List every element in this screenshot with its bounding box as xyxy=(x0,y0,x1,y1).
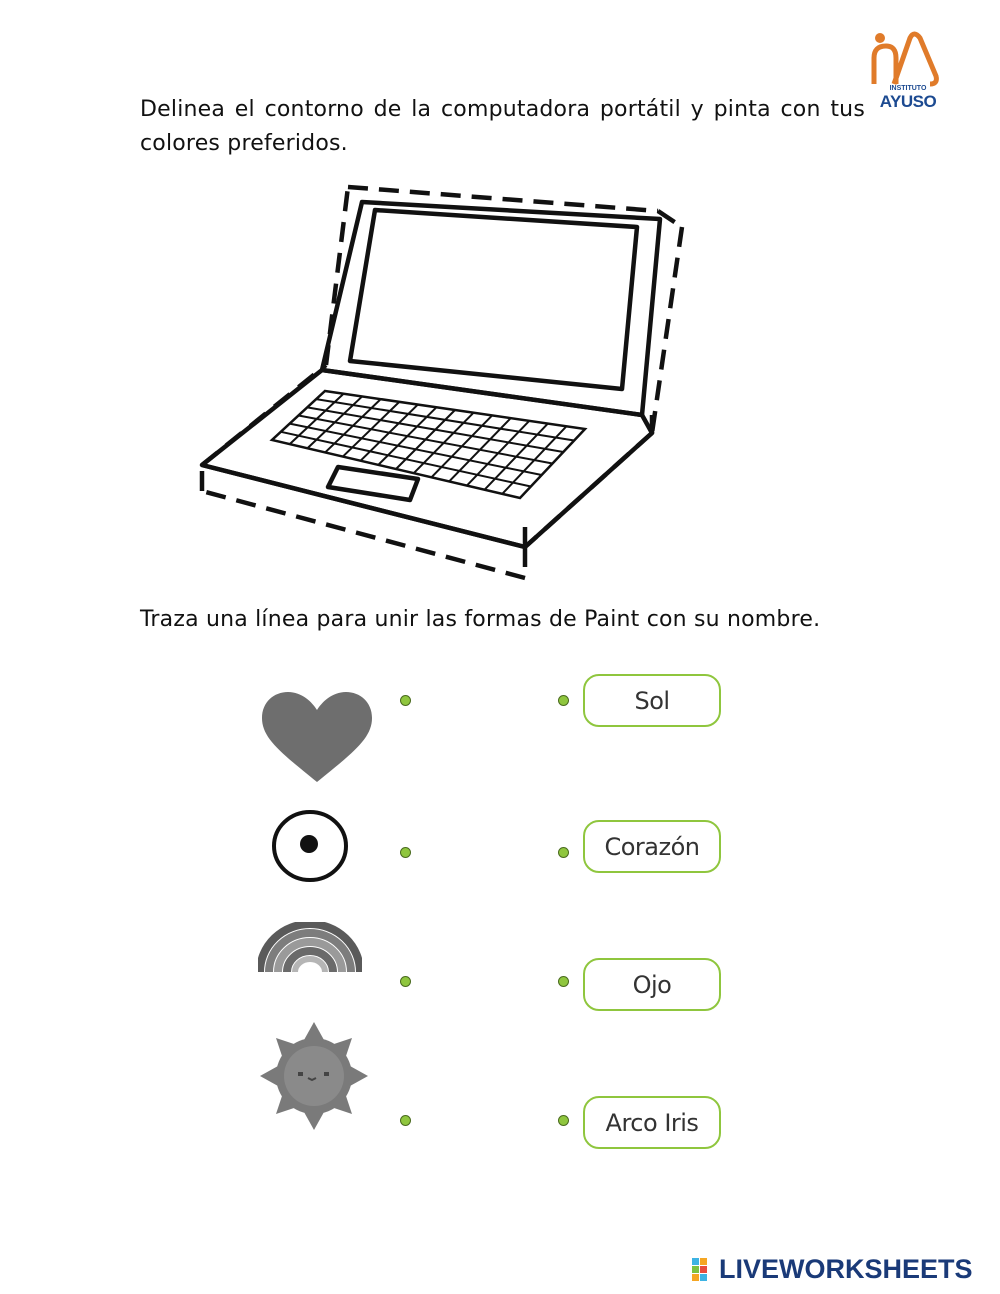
label-ojo: Ojo xyxy=(583,958,721,1011)
instituto-ayuso-logo xyxy=(866,28,946,114)
label-dot-4[interactable] xyxy=(558,1115,569,1126)
match-instruction: Traza una línea para unir las formas de Paint con su nombre. xyxy=(140,607,821,632)
rainbow-icon xyxy=(258,922,362,976)
liveworksheets-logo xyxy=(692,1254,973,1284)
shape-dot-2[interactable] xyxy=(400,847,411,858)
logo-mark-icon xyxy=(866,28,946,88)
heart-icon xyxy=(260,690,374,786)
shape-dot-1[interactable] xyxy=(400,695,411,706)
label-dot-3[interactable] xyxy=(558,976,569,987)
shape-dot-3[interactable] xyxy=(400,976,411,987)
label-dot-2[interactable] xyxy=(558,847,569,858)
outline-instruction: Delinea el contorno de la computadora portátil y pinta con tus colores preferidos. xyxy=(140,97,865,156)
label-dot-1[interactable] xyxy=(558,695,569,706)
shape-dot-4[interactable] xyxy=(400,1115,411,1126)
eye-icon xyxy=(270,808,350,884)
laptop-illustration xyxy=(190,175,690,590)
logo-brand-text: AYUSO xyxy=(879,92,937,111)
label-corazon: Corazón xyxy=(583,820,721,873)
liveworksheets-mark-icon xyxy=(692,1258,714,1280)
liveworksheets-wordmark: LIVEWORKSHEETS xyxy=(719,1253,973,1284)
sun-icon xyxy=(258,1020,370,1132)
label-sol: Sol xyxy=(583,674,721,727)
logo-small-text: INSTITUTO xyxy=(889,85,927,92)
label-arco-iris: Arco Iris xyxy=(583,1096,721,1149)
